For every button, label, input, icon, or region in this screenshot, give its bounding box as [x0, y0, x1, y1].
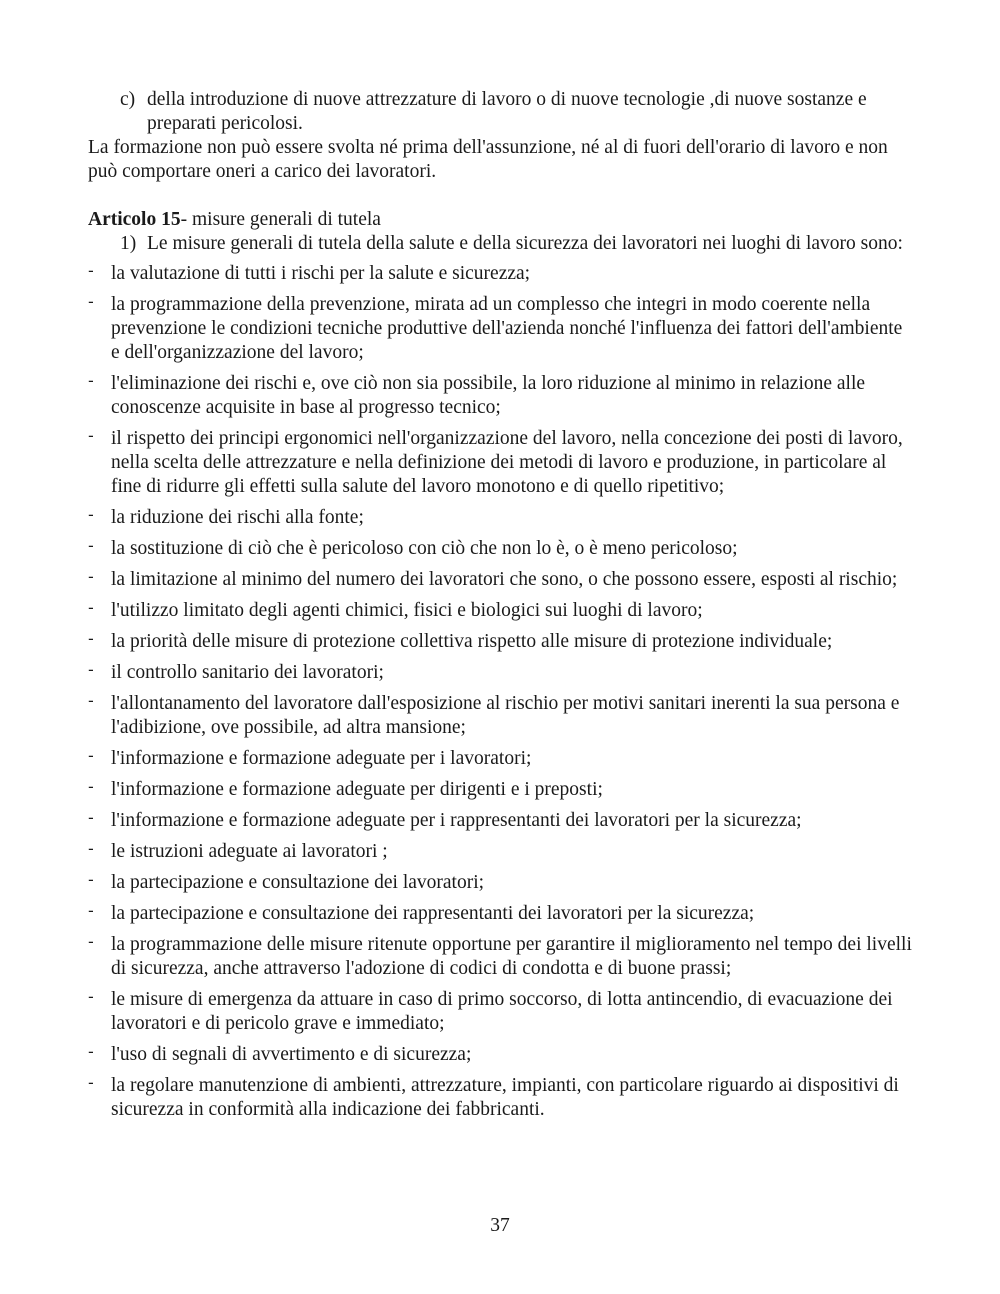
list-item	[88, 630, 914, 654]
dash-bullet: -	[88, 746, 94, 765]
list-item-text: la partecipazione e consultazione dei lavoratori;	[111, 872, 485, 893]
list-item	[88, 506, 914, 530]
article-heading	[88, 208, 914, 232]
list-item	[88, 427, 914, 499]
list-item	[88, 747, 914, 771]
list-item	[88, 840, 914, 864]
page-number: 37	[490, 1215, 510, 1236]
dash-bullet: -	[88, 629, 94, 648]
list-item-text: l'utilizzo limitato degli agenti chimici, fisici e biologici sui luoghi di lavoro;	[111, 600, 703, 621]
dash-bullet: -	[88, 808, 94, 827]
list-item-text: la valutazione di tutti i rischi per la salute e sicurezza;	[111, 263, 531, 284]
dash-bullet: -	[88, 505, 94, 524]
list-item-text: la regolare manutenzione di ambienti, attrezzature, impianti, con particolare riguardo ai dispositivi di sicurezza in conformità alla indicazione dei fabbricanti.	[111, 1075, 899, 1120]
article-label: Articolo 15	[88, 209, 181, 230]
list-item-text: il controllo sanitario dei lavoratori;	[111, 662, 384, 683]
dash-bullet: -	[88, 777, 94, 796]
article-title: - misure generali di tutela	[180, 209, 381, 230]
list-item-text: la priorità delle misure di protezione collettiva rispetto alle misure di protezione individuale;	[111, 631, 833, 652]
list-item	[88, 871, 914, 895]
list-item-text: la programmazione della prevenzione, mirata ad un complesso che integri in modo coerente nella prevenzione le condizioni tecniche produttive dell'azienda nonché l'influenza dei fattori dell'ambiente e dell'organizzazione del lavoro;	[111, 294, 903, 363]
list-item	[88, 537, 914, 561]
list-item	[88, 372, 914, 420]
list-item-text: la partecipazione e consultazione dei rappresentanti dei lavoratori per la sicurezza;	[111, 903, 755, 924]
list-item-text: l'uso di segnali di avvertimento e di sicurezza;	[111, 1044, 472, 1065]
list-item	[88, 599, 914, 623]
dash-bullet: -	[88, 536, 94, 555]
dash-bullet: -	[88, 1042, 94, 1061]
dash-bullet: -	[88, 1073, 94, 1092]
dash-bullet: -	[88, 598, 94, 617]
list-item-text: le misure di emergenza da attuare in caso di primo soccorso, di lotta antincendio, di evacuazione dei lavoratori e di pericolo grave e immediato;	[111, 989, 893, 1034]
dash-bullet: -	[88, 901, 94, 920]
list-item	[88, 933, 914, 981]
list-item-text: la riduzione dei rischi alla fonte;	[111, 507, 364, 528]
list-item	[88, 293, 914, 365]
document-page	[88, 88, 914, 1129]
list-item	[88, 778, 914, 802]
dash-bullet: -	[88, 371, 94, 390]
dash-bullet: -	[88, 426, 94, 445]
article-clause	[120, 232, 914, 256]
list-item	[88, 809, 914, 833]
list-item-text: l'informazione e formazione adeguate per i lavoratori;	[111, 748, 532, 769]
intro-item-marker: c)	[120, 89, 136, 110]
measures-list	[88, 262, 914, 1122]
list-item-text: l'eliminazione dei rischi e, ove ciò non sia possibile, la loro riduzione al minimo in relazione alle conoscenze acquisite in base al progresso tecnico;	[111, 373, 866, 418]
list-item-text: la programmazione delle misure ritenute opportune per garantire il miglioramento nel tempo dei livelli di sicurezza, anche attraverso l'adozione di codici di condotta e di buone prassi;	[111, 934, 912, 979]
list-item-text: l'informazione e formazione adeguate per dirigenti e i preposti;	[111, 779, 603, 800]
dash-bullet: -	[88, 660, 94, 679]
list-item	[88, 661, 914, 685]
intro-list-item	[120, 88, 914, 136]
list-item	[88, 262, 914, 286]
intro-item-text: della introduzione di nuove attrezzature di lavoro o di nuove tecnologie ,di nuove sostanze e preparati pericolosi.	[147, 89, 867, 134]
list-item	[88, 988, 914, 1036]
dash-bullet: -	[88, 870, 94, 889]
dash-bullet: -	[88, 987, 94, 1006]
list-item	[88, 902, 914, 926]
dash-bullet: -	[88, 839, 94, 858]
list-item-text: la limitazione al minimo del numero dei lavoratori che sono, o che possono essere, esposti al rischio;	[111, 569, 898, 590]
list-item-text: le istruzioni adeguate ai lavoratori ;	[111, 841, 388, 862]
list-item	[88, 692, 914, 740]
dash-bullet: -	[88, 567, 94, 586]
list-item-text: la sostituzione di ciò che è pericoloso con ciò che non lo è, o è meno pericoloso;	[111, 538, 738, 559]
dash-bullet: -	[88, 292, 94, 311]
dash-bullet: -	[88, 691, 94, 710]
list-item	[88, 1074, 914, 1122]
dash-bullet: -	[88, 932, 94, 951]
list-item	[88, 1043, 914, 1067]
clause-marker: 1)	[120, 233, 137, 254]
paragraph-spacer	[88, 184, 914, 208]
intro-paragraph: La formazione non può essere svolta né prima dell'assunzione, né al di fuori dell'orario di lavoro e non può comportare oneri a carico dei lavoratori.	[88, 137, 888, 182]
clause-text: Le misure generali di tutela della salute e della sicurezza dei lavoratori nei luoghi di lavoro sono:	[147, 233, 903, 254]
list-item	[88, 568, 914, 592]
dash-bullet: -	[88, 261, 94, 280]
list-item-text: l'informazione e formazione adeguate per i rappresentanti dei lavoratori per la sicurezza;	[111, 810, 802, 831]
list-item-text: il rispetto dei principi ergonomici nell'organizzazione del lavoro, nella concezione dei posti di lavoro, nella scelta delle attrezzature e nella definizione dei metodi di lavoro e produzione, in particolare al fine di ridurre gli effetti sulla salute del lavoro monotono e di quello ripetitivo;	[111, 428, 903, 497]
list-item-text: l'allontanamento del lavoratore dall'esposizione al rischio per motivi sanitari inerenti la sua persona e l'adibizione, ove possibile, ad altra mansione;	[111, 693, 900, 738]
